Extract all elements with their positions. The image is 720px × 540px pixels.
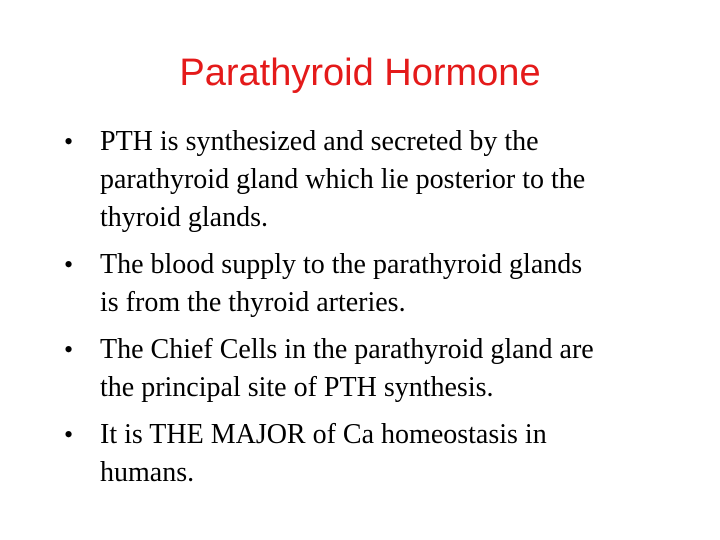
bullet-text xyxy=(100,416,670,492)
bullet-text xyxy=(100,331,670,407)
bullet-list xyxy=(64,123,670,501)
bullet-item xyxy=(64,123,670,237)
slide-title: Parathyroid Hormone xyxy=(179,52,541,94)
bullet-line: The blood supply to the parathyroid glands xyxy=(100,249,583,280)
bullet-icon: • xyxy=(64,335,74,364)
bullet-line: the principal site of PTH synthesis. xyxy=(100,372,494,403)
bullet-line: humans. xyxy=(100,457,195,488)
bullet-line: parathyroid gland which lie posterior to the xyxy=(100,164,586,195)
bullet-item xyxy=(64,246,670,322)
bullet-line: The Chief Cells in the parathyroid gland are xyxy=(100,334,594,365)
bullet-text xyxy=(100,123,670,237)
bullet-line: It is THE MAJOR of Ca homeostasis in xyxy=(100,419,547,450)
bullet-icon: • xyxy=(64,420,74,449)
bullet-line: thyroid glands. xyxy=(100,202,268,233)
bullet-line: is from the thyroid arteries. xyxy=(100,287,406,318)
bullet-icon: • xyxy=(64,127,74,156)
bullet-line: PTH is synthesized and secreted by the xyxy=(100,126,539,157)
bullet-icon: • xyxy=(64,250,74,279)
bullet-item xyxy=(64,416,670,492)
bullet-item xyxy=(64,331,670,407)
bullet-text xyxy=(100,246,670,322)
